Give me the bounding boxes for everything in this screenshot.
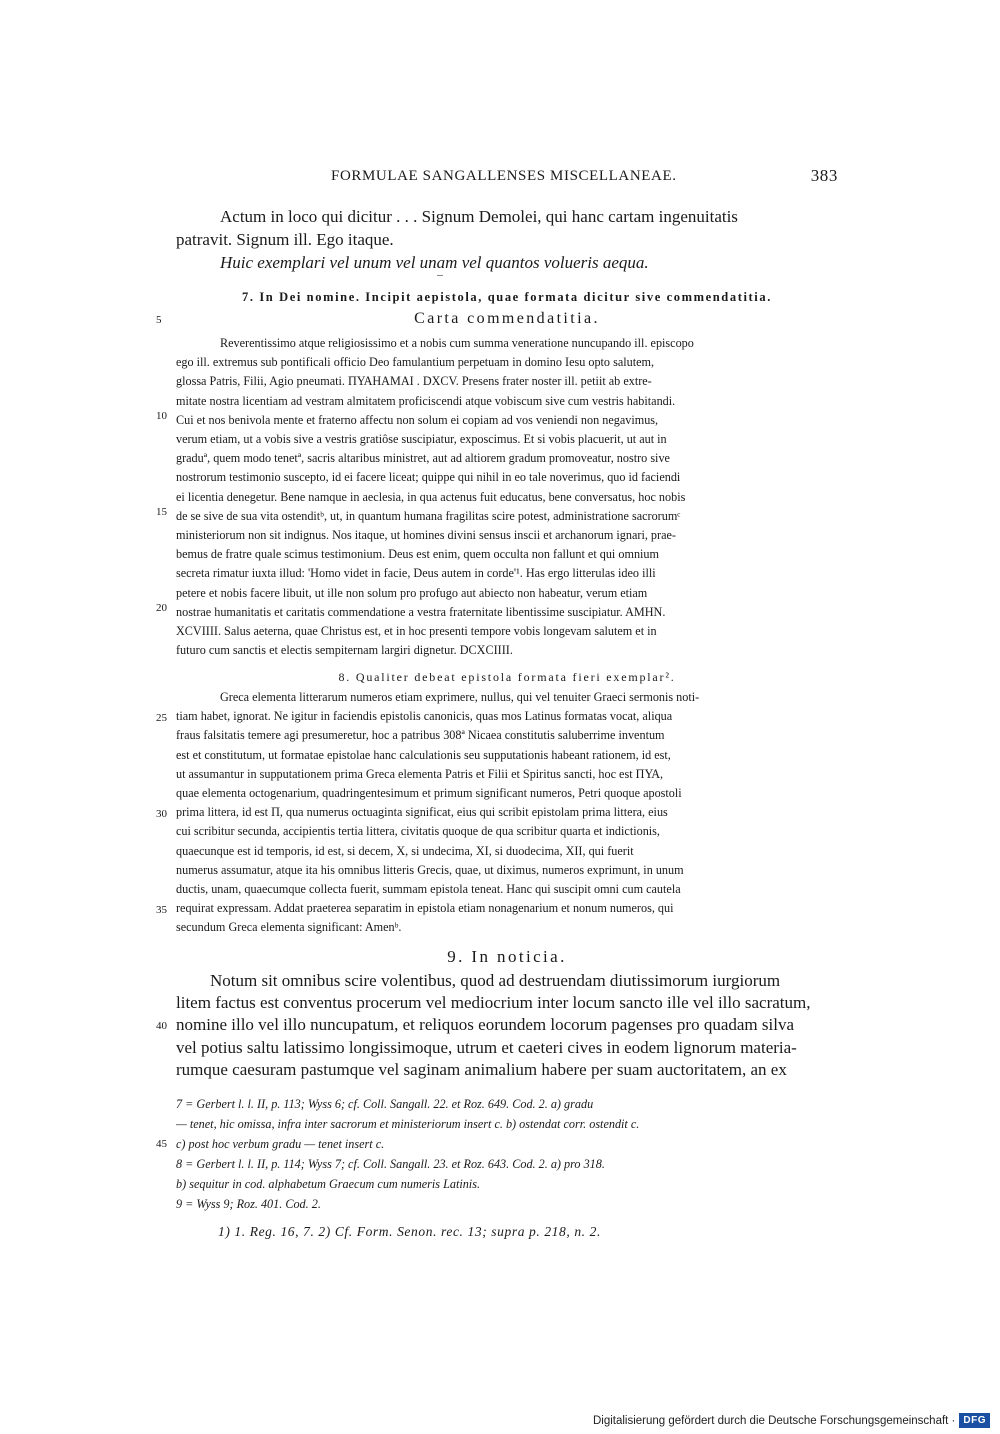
section-8-line: est et constitutum, ut formatae epistolae hanc calculationis seu supputationis habeant rationem, id est, bbox=[176, 747, 671, 762]
section-7-line: petere et nobis facere libuit, ut ille non solum pro profugo aut abiecto non habeatur, verum etiam bbox=[176, 585, 648, 600]
section-8-line: ut assumantur in supputationem prima Greca elementa Patris et Filii et Spiritus sancti, hoc est ΠΥΑ, bbox=[176, 766, 664, 781]
intro-block bbox=[176, 205, 838, 274]
apparatus-line: 7 = Gerbert l. l. II, p. 113; Wyss 6; cf. Coll. Sangall. 22. et Roz. 649. Cod. 2. a) gradu bbox=[176, 1097, 594, 1111]
section-8-heading: 8. Qualiter debeat epistola formata fieri exemplar². bbox=[338, 670, 676, 684]
running-header bbox=[176, 168, 838, 190]
line-number-20: 20 bbox=[156, 602, 167, 614]
section-7-line: Cui et nos benivola mente et fraterno affectu non solum ei copiam ad vos veniendi non negavimus, bbox=[176, 412, 659, 427]
apparatus-line: c) post hoc verbum gradu — tenet insert c. bbox=[176, 1137, 385, 1151]
critical-apparatus bbox=[176, 1094, 838, 1214]
section-7-text bbox=[176, 334, 838, 660]
apparatus-line: 8 = Gerbert l. l. II, p. 114; Wyss 7; cf. Coll. Sangall. 23. et Roz. 643. Cod. 2. a) pro 318. bbox=[176, 1157, 605, 1171]
section-7-line: nostrorum testimonio suscepto, id ei facere liceat; quippe qui nihil in eo tale noverimus, quo id faciendi bbox=[176, 470, 681, 485]
line-number-10: 10 bbox=[156, 410, 167, 422]
section-9-line: litem factus est conventus procerum vel mediocrium inter locum sancto ille vel illo sacratum, bbox=[176, 993, 811, 1013]
section-8-line: requirat expressam. Addat praeterea separatim in epistola etiam nonagenarium et nonum numeros, qui bbox=[176, 901, 674, 916]
running-title: FORMULAE SANGALLENSES MISCELLANEAE. bbox=[331, 168, 677, 184]
section-7-line: de se sive de sua vita ostenditᵇ, ut, in quantum humana fragilitas scire potest, administratione sacrorumᶜ bbox=[176, 508, 681, 523]
digitization-notice bbox=[593, 1413, 990, 1428]
apparatus-line: 9 = Wyss 9; Roz. 401. Cod. 2. bbox=[176, 1197, 321, 1211]
footnotes: 1) 1. Reg. 16, 7. 2) Cf. Form. Senon. rec. 13; supra p. 218, n. 2. bbox=[218, 1224, 601, 1239]
section-7-line: glossa Patris, Filii, Agio pneumati. ΠΥΑΗΑΜΑΙ . DXCV. Presens frater noster ill. petiit ab extre- bbox=[176, 374, 652, 389]
section-7-line: mitate nostra licentiam ad vestram almitatem proficiscendi atque vobiscum sive cum vestris habitandi. bbox=[176, 393, 676, 408]
section-8-line: fraus falsitatis temere agi presumeretur, hoc a patribus 308ª Nicaea constitutis saluberrime inventum bbox=[176, 728, 665, 743]
section-7-line: ministeriorum non sit indignus. Nos itaque, ut homines divini sensus inscii et archanorum ignari, prae- bbox=[176, 528, 676, 543]
section-7-heading: 7. In Dei nomine. Incipit aepistola, quae formata dicitur sive commendatitia. bbox=[242, 290, 772, 304]
section-7-line: bemus de fratre quale scimus testimonium. Deus est enim, quem occulta non fallunt et qui omnium bbox=[176, 547, 659, 562]
section-8-line: numerus assumatur, atque ita his omnibus litteris Grecis, quae, ut diximus, numeros exprimunt, in unum bbox=[176, 862, 684, 877]
section-9-title: 9. In noticia. bbox=[447, 947, 567, 966]
line-number-30: 30 bbox=[156, 808, 167, 820]
section-8-line: quaecunque est id temporis, id est, si decem, X, si undecima, XI, si duodecima, XII, qui fuerit bbox=[176, 843, 634, 858]
section-7-line: XCVIIII. Salus aeterna, quae Christus est, et in hoc presenti tempore vobis longevam salutem et in bbox=[176, 624, 657, 639]
section-9-text bbox=[176, 970, 838, 1081]
section-9-line: vel potius saltu latissimo longissimoque, utrum et caeteri cives in eodem lignorum materia- bbox=[176, 1037, 797, 1057]
section-7-line: graduª, quem modo tenetª, sacris altaribus ministret, aut ad altiorem gradum promoveatur, nostro sive bbox=[176, 451, 670, 466]
page-number: 383 bbox=[810, 166, 838, 185]
line-number-35: 35 bbox=[156, 904, 167, 916]
section-7-line: secreta rimatur iuxta illud: 'Homo videt in facie, Deus autem in corde'¹. Has ergo litterulas ideo illi bbox=[176, 566, 656, 581]
apparatus-line: b) sequitur in cod. alphabetum Graecum cum numeris Latinis. bbox=[176, 1177, 480, 1191]
section-8-line: tiam habet, ignorat. Ne igitur in faciendis epistolis canonicis, quas mos Latinus formatas vocat, aliqua bbox=[176, 709, 673, 724]
section-8-line: cui scribitur secunda, accipientis tertia littera, civitatis quoque de qua scribitur quarta et indictionis, bbox=[176, 824, 660, 839]
section-8-line: quae elementa octogenarium, quadringentesimum et primum significant numeros, Petri quoque apostoli bbox=[176, 786, 682, 801]
section-7-line: nostrae humanitatis et caritatis commendatione a vestra fraternitate libentissime suscipiatur. AMHN. bbox=[176, 604, 666, 619]
section-9-line: Notum sit omnibus scire volentibus, quod ad destruendam diutissimorum iurgiorum bbox=[210, 971, 781, 990]
line-number-5: 5 bbox=[156, 314, 162, 326]
dfg-logo: DFG bbox=[959, 1413, 990, 1428]
section-8-line: Greca elementa litterarum numeros etiam exprimere, nullus, qui vel tenuiter Graeci sermonis noti- bbox=[220, 690, 700, 704]
section-7-line: Reverentissimo atque religiosissimo et a nobis cum summa veneratione nuncupando ill. episcopo bbox=[220, 336, 694, 350]
section-8-line: ductis, unam, quaecumque collecta fuerit, summam epistola teneat. Hanc qui suscipit omni cum cautela bbox=[176, 882, 681, 897]
intro-line-1: Actum in loco qui dicitur . . . Signum Demolei, qui hanc cartam ingenuitatis bbox=[220, 207, 738, 226]
section-8-line: secundum Greca elementa significant: Amenᵇ. bbox=[176, 920, 402, 935]
section-7-title: Carta commendatitia. bbox=[414, 310, 600, 327]
digitization-text: Digitalisierung gefördert durch die Deutsche Forschungsgemeinschaft · bbox=[592, 1414, 956, 1427]
line-number-15: 15 bbox=[156, 506, 167, 518]
section-7-line: ego ill. extremus sub pontificali officio Deo famulantium perpetuam in domino Iesu opto salutem, bbox=[176, 355, 655, 370]
section-9-line: rumque caesuram pastumque vel saginam animalium habere per suam auctoritatem, an ex bbox=[176, 1059, 787, 1079]
intro-line-2: patravit. Signum ill. Ego itaque. bbox=[176, 230, 394, 249]
line-number-25: 25 bbox=[156, 712, 167, 724]
section-7-line: futuro cum sanctis et electis sempiternam largiri dignetur. DCXCIIII. bbox=[176, 643, 513, 658]
intro-line-3: Huic exemplari vel unum vel unam vel quantos volueris aequa. bbox=[220, 253, 649, 272]
section-7-line: verum etiam, ut a vobis sive a vestris gratiôse suscipiatur, exposcimus. Et si vobis placuerit, ut aut in bbox=[176, 432, 667, 447]
line-number-40: 40 bbox=[156, 1020, 167, 1032]
divider-mark bbox=[437, 275, 443, 276]
section-8-text bbox=[176, 688, 838, 938]
apparatus-line: — tenet, hic omissa, infra inter sacrorum et ministeriorum insert c. b) ostendat corr. ostendit c. bbox=[176, 1117, 640, 1131]
section-7-line: ei licentia denegetur. Bene namque in aeclesia, in qua actenus fuit educatus, bene conversatus, hoc nobis bbox=[176, 489, 686, 504]
section-9-line: nomine illo vel illo nuncupatum, et reliquos eorundem locorum pagenses pro quadam silva bbox=[176, 1015, 795, 1035]
section-8-line: prima littera, id est Π, qua numerus octuaginta significat, eius qui scribit epistolam prima littera, eius bbox=[176, 805, 668, 820]
line-number-45: 45 bbox=[156, 1138, 167, 1150]
